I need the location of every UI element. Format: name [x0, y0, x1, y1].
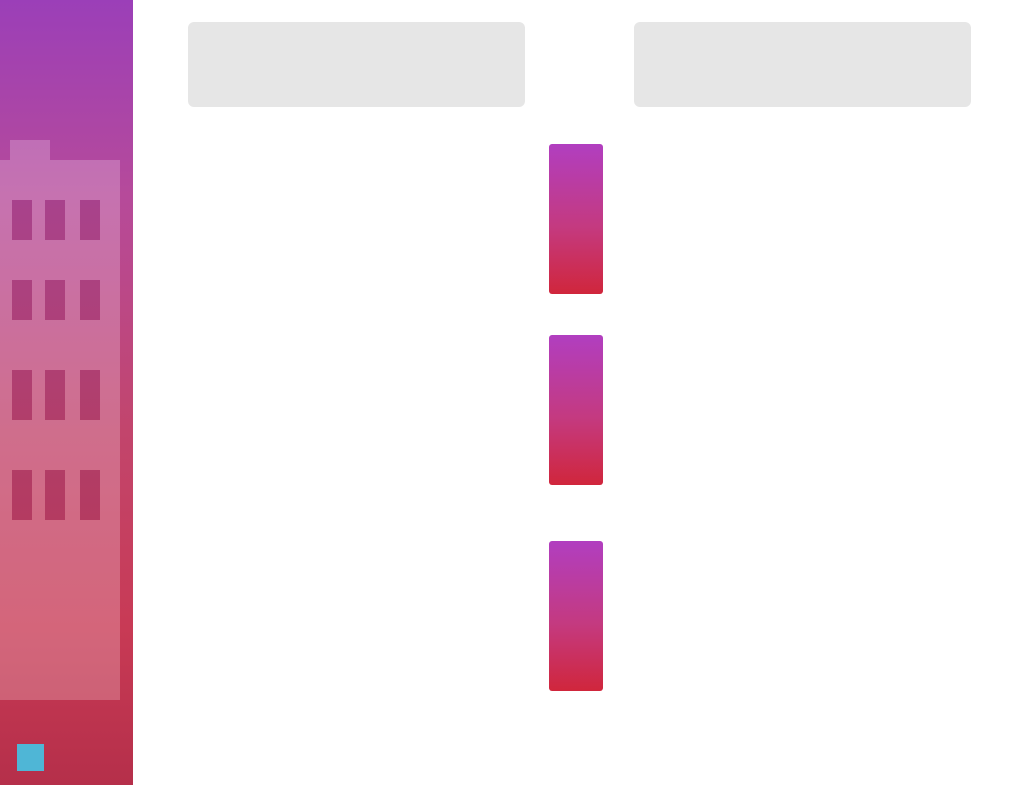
- myrealpage-logo: [17, 744, 47, 771]
- logo-my-box: [17, 744, 44, 771]
- category-badge-apartment: [549, 541, 603, 691]
- category-badge-detached: [549, 144, 603, 294]
- sidebar: [0, 0, 133, 785]
- region-header-white-rock: [188, 22, 525, 107]
- region-header-langley: [634, 22, 971, 107]
- category-badge-townhouse: [549, 335, 603, 485]
